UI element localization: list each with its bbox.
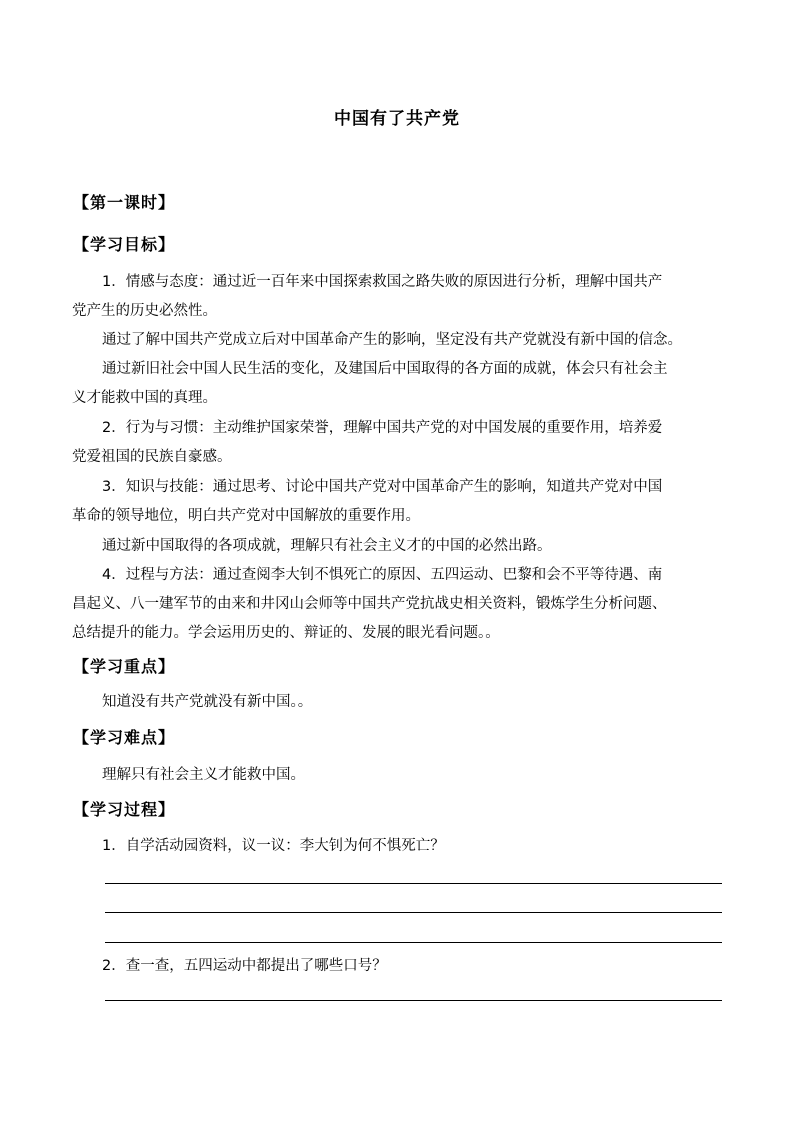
text-line: 3．知识与技能：通过思考、讨论中国共产党对中国革命产生的影响，知道共产党对中国 (102, 479, 663, 495)
text-line: 义才能救中国的真理。 (72, 390, 217, 406)
answer-line[interactable] (105, 1000, 722, 1001)
key-points-heading: 【学习重点】 (73, 657, 176, 676)
document-title: 中国有了共产党 (334, 109, 460, 129)
text-line: 通过新旧社会中国人民生活的变化，及建国后中国取得的各方面的成就，体会只有社会主 (102, 361, 668, 377)
process-heading: 【学习过程】 (73, 800, 176, 819)
text-line: 党产生的历史必然性。 (72, 303, 217, 319)
text-line: 总结提升的能力。学会运用历史的、辩证的、发展的眼光看问题。。 (72, 625, 500, 641)
difficulties-heading: 【学习难点】 (73, 728, 176, 747)
question-1 (72, 832, 724, 861)
text-line: 4．过程与方法：通过查阅李大钊不惧死亡的原因、五四运动、巴黎和会不平等待遇、南 (102, 567, 663, 583)
answer-line[interactable] (105, 942, 722, 943)
objective-belief (72, 326, 724, 355)
text-line: 昌起义、八一建军节的由来和井冈山会师等中国共产党抗战史相关资料，锻炼学生分析问题、 (72, 596, 667, 612)
text-line: 1．自学活动园资料，议一议：李大钊为何不惧死亡？ (102, 838, 445, 854)
question-2 (72, 952, 724, 981)
text-line: 2．行为与习惯：主动维护国家荣誉，理解中国共产党的对中国发展的重要作用，培养爱 (102, 420, 663, 436)
key-points-text (72, 688, 724, 717)
objective-truth (72, 355, 724, 413)
objective-path (72, 532, 724, 561)
difficulties-text (72, 761, 724, 790)
text-line: 知道没有共产党就没有新中国。。 (102, 694, 313, 710)
lesson-heading: 【第一课时】 (73, 193, 176, 212)
objective-emotion (72, 268, 724, 326)
text-line: 通过新中国取得的各项成就，理解只有社会主义才的中国的必然出路。 (102, 538, 552, 554)
text-line: 通过了解中国共产党成立后对中国革命产生的影响，坚定没有共产党就没有新中国的信念。 (102, 332, 682, 348)
text-line: 党爱祖国的民族自豪感。 (72, 449, 232, 465)
objective-behavior (72, 414, 724, 472)
text-line: 2．查一查，五四运动中都提出了哪些口号？ (102, 958, 387, 974)
text-line: 1．情感与态度：通过近一百年来中国探索救国之路失败的原因进行分析，理解中国共产 (102, 274, 663, 290)
objective-process (72, 561, 724, 648)
objectives-heading: 【学习目标】 (73, 235, 176, 254)
objective-knowledge (72, 473, 724, 531)
answer-line[interactable] (105, 883, 722, 884)
text-line: 革命的领导地位，明白共产党对中国解放的重要作用。 (72, 508, 420, 524)
text-line: 理解只有社会主义才能救中国。 (102, 767, 305, 783)
answer-line[interactable] (105, 912, 722, 913)
